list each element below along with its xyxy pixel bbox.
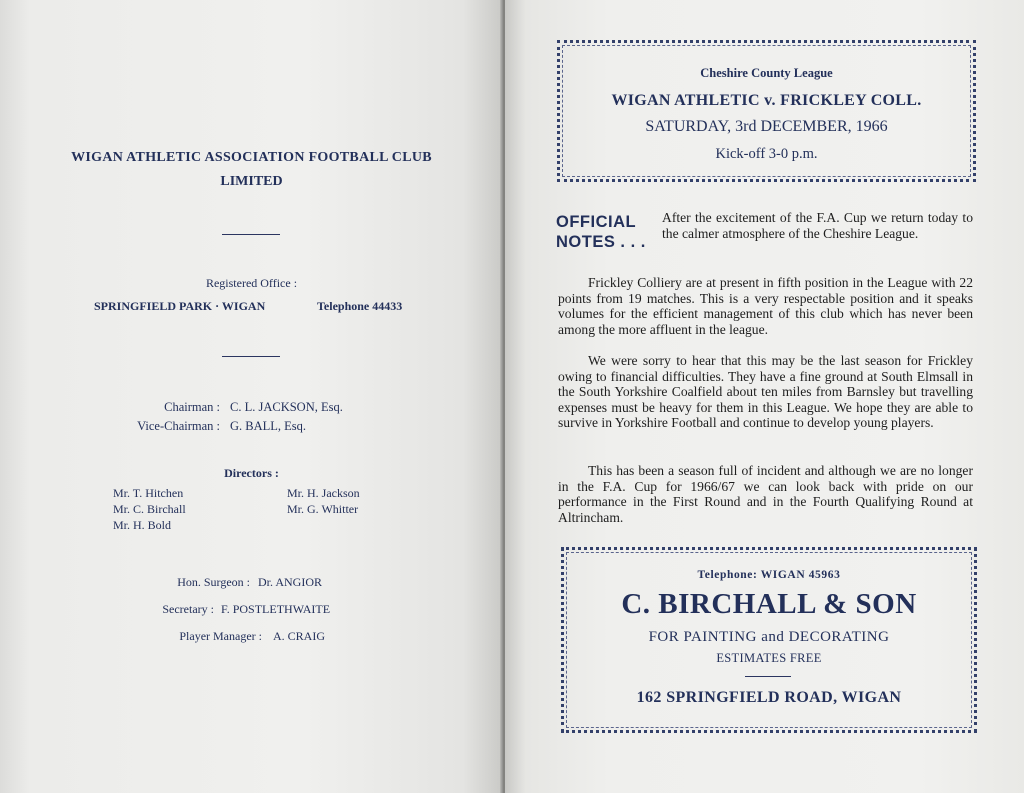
- secretary-name: F. POSTLETHWAITE: [221, 602, 331, 616]
- divider-2: [222, 356, 280, 357]
- club-telephone: Telephone 44433: [317, 299, 403, 313]
- heading-line-2: NOTES . . .: [556, 233, 646, 251]
- advert-telephone: Telephone: WIGAN 45963: [697, 569, 841, 581]
- vice-chairman-name: G. BALL, Esq.: [230, 419, 307, 433]
- left-page: [0, 0, 503, 793]
- paragraph-text: This has been a season full of incident and although we are no longer in the F.A. Cup for 1966/67 we can look back with pride on our performance in the First Round and in the Fourth Qualifying Round at Altrincham.: [558, 463, 973, 525]
- fixture-title: WIGAN ATHLETIC v. FRICKLEY COLL.: [611, 92, 922, 109]
- vice-chairman-label: Vice-Chairman :: [137, 419, 220, 433]
- club-address: SPRINGFIELD PARK · WIGAN: [94, 299, 266, 313]
- secretary-label: Secretary :: [162, 602, 214, 616]
- advert-firm-name: C. BIRCHALL & SON: [621, 588, 917, 620]
- manager-name: A. CRAIG: [273, 629, 326, 643]
- official-notes-heading: [556, 212, 646, 252]
- registered-office-label: Registered Office :: [205, 276, 298, 290]
- directors-label: Directors :: [224, 466, 279, 480]
- manager-label: Player Manager :: [179, 629, 262, 643]
- directors-column-2: [287, 485, 360, 517]
- paragraph-text: Frickley Colliery are at present in fifth position in the League with 22 points from 19 matches. This is a very respectable position and it speaks volumes for the efficient management of this club which has never been among the more affluent in the league.: [558, 275, 973, 337]
- advert-divider: [745, 676, 791, 677]
- notes-paragraph-3: [558, 463, 973, 525]
- paragraph-text: We were sorry to hear that this may be the last season for Frickley owing to financial difficulties. They have a fine ground at South Elmsall in the South Yorkshire Coalfield about ten miles from Barnsley but travelling expenses must be heavy for them in this League. We hope they are able to survive in Yorkshire Football and continue to develop young players.: [558, 353, 973, 430]
- advert-address: 162 SPRINGFIELD ROAD, WIGAN: [636, 689, 902, 706]
- divider-1: [222, 234, 280, 235]
- notes-paragraph-2: [558, 353, 973, 431]
- advert-estimates: ESTIMATES FREE: [716, 651, 822, 665]
- director: Mr. C. Birchall: [113, 502, 186, 516]
- directors-column-1: [113, 485, 186, 533]
- league-name: Cheshire County League: [700, 66, 833, 80]
- club-name-line1: WIGAN ATHLETIC ASSOCIATION FOOTBALL CLUB: [71, 150, 432, 165]
- heading-line-1: OFFICIAL: [556, 213, 637, 231]
- kickoff-time: Kick-off 3-0 p.m.: [715, 146, 818, 162]
- chairman-label: Chairman :: [164, 400, 220, 414]
- director: Mr. T. Hitchen: [113, 486, 184, 500]
- surgeon-label: Hon. Surgeon :: [177, 575, 250, 589]
- club-name-line2: LIMITED: [220, 174, 283, 189]
- director: Mr. H. Bold: [113, 518, 172, 532]
- notes-intro: After the excitement of the F.A. Cup we return today to the calmer atmosphere of the Cheshire League.: [662, 210, 973, 241]
- chairman-name: C. L. JACKSON, Esq.: [230, 400, 343, 414]
- director: Mr. H. Jackson: [287, 486, 360, 500]
- advert-service: FOR PAINTING and DECORATING: [648, 629, 890, 645]
- notes-paragraph-1: [558, 275, 973, 337]
- director: Mr. G. Whitter: [287, 502, 359, 516]
- right-page: [505, 0, 1024, 793]
- match-date: SATURDAY, 3rd DECEMBER, 1966: [645, 118, 888, 135]
- surgeon-name: Dr. ANGIOR: [258, 575, 323, 589]
